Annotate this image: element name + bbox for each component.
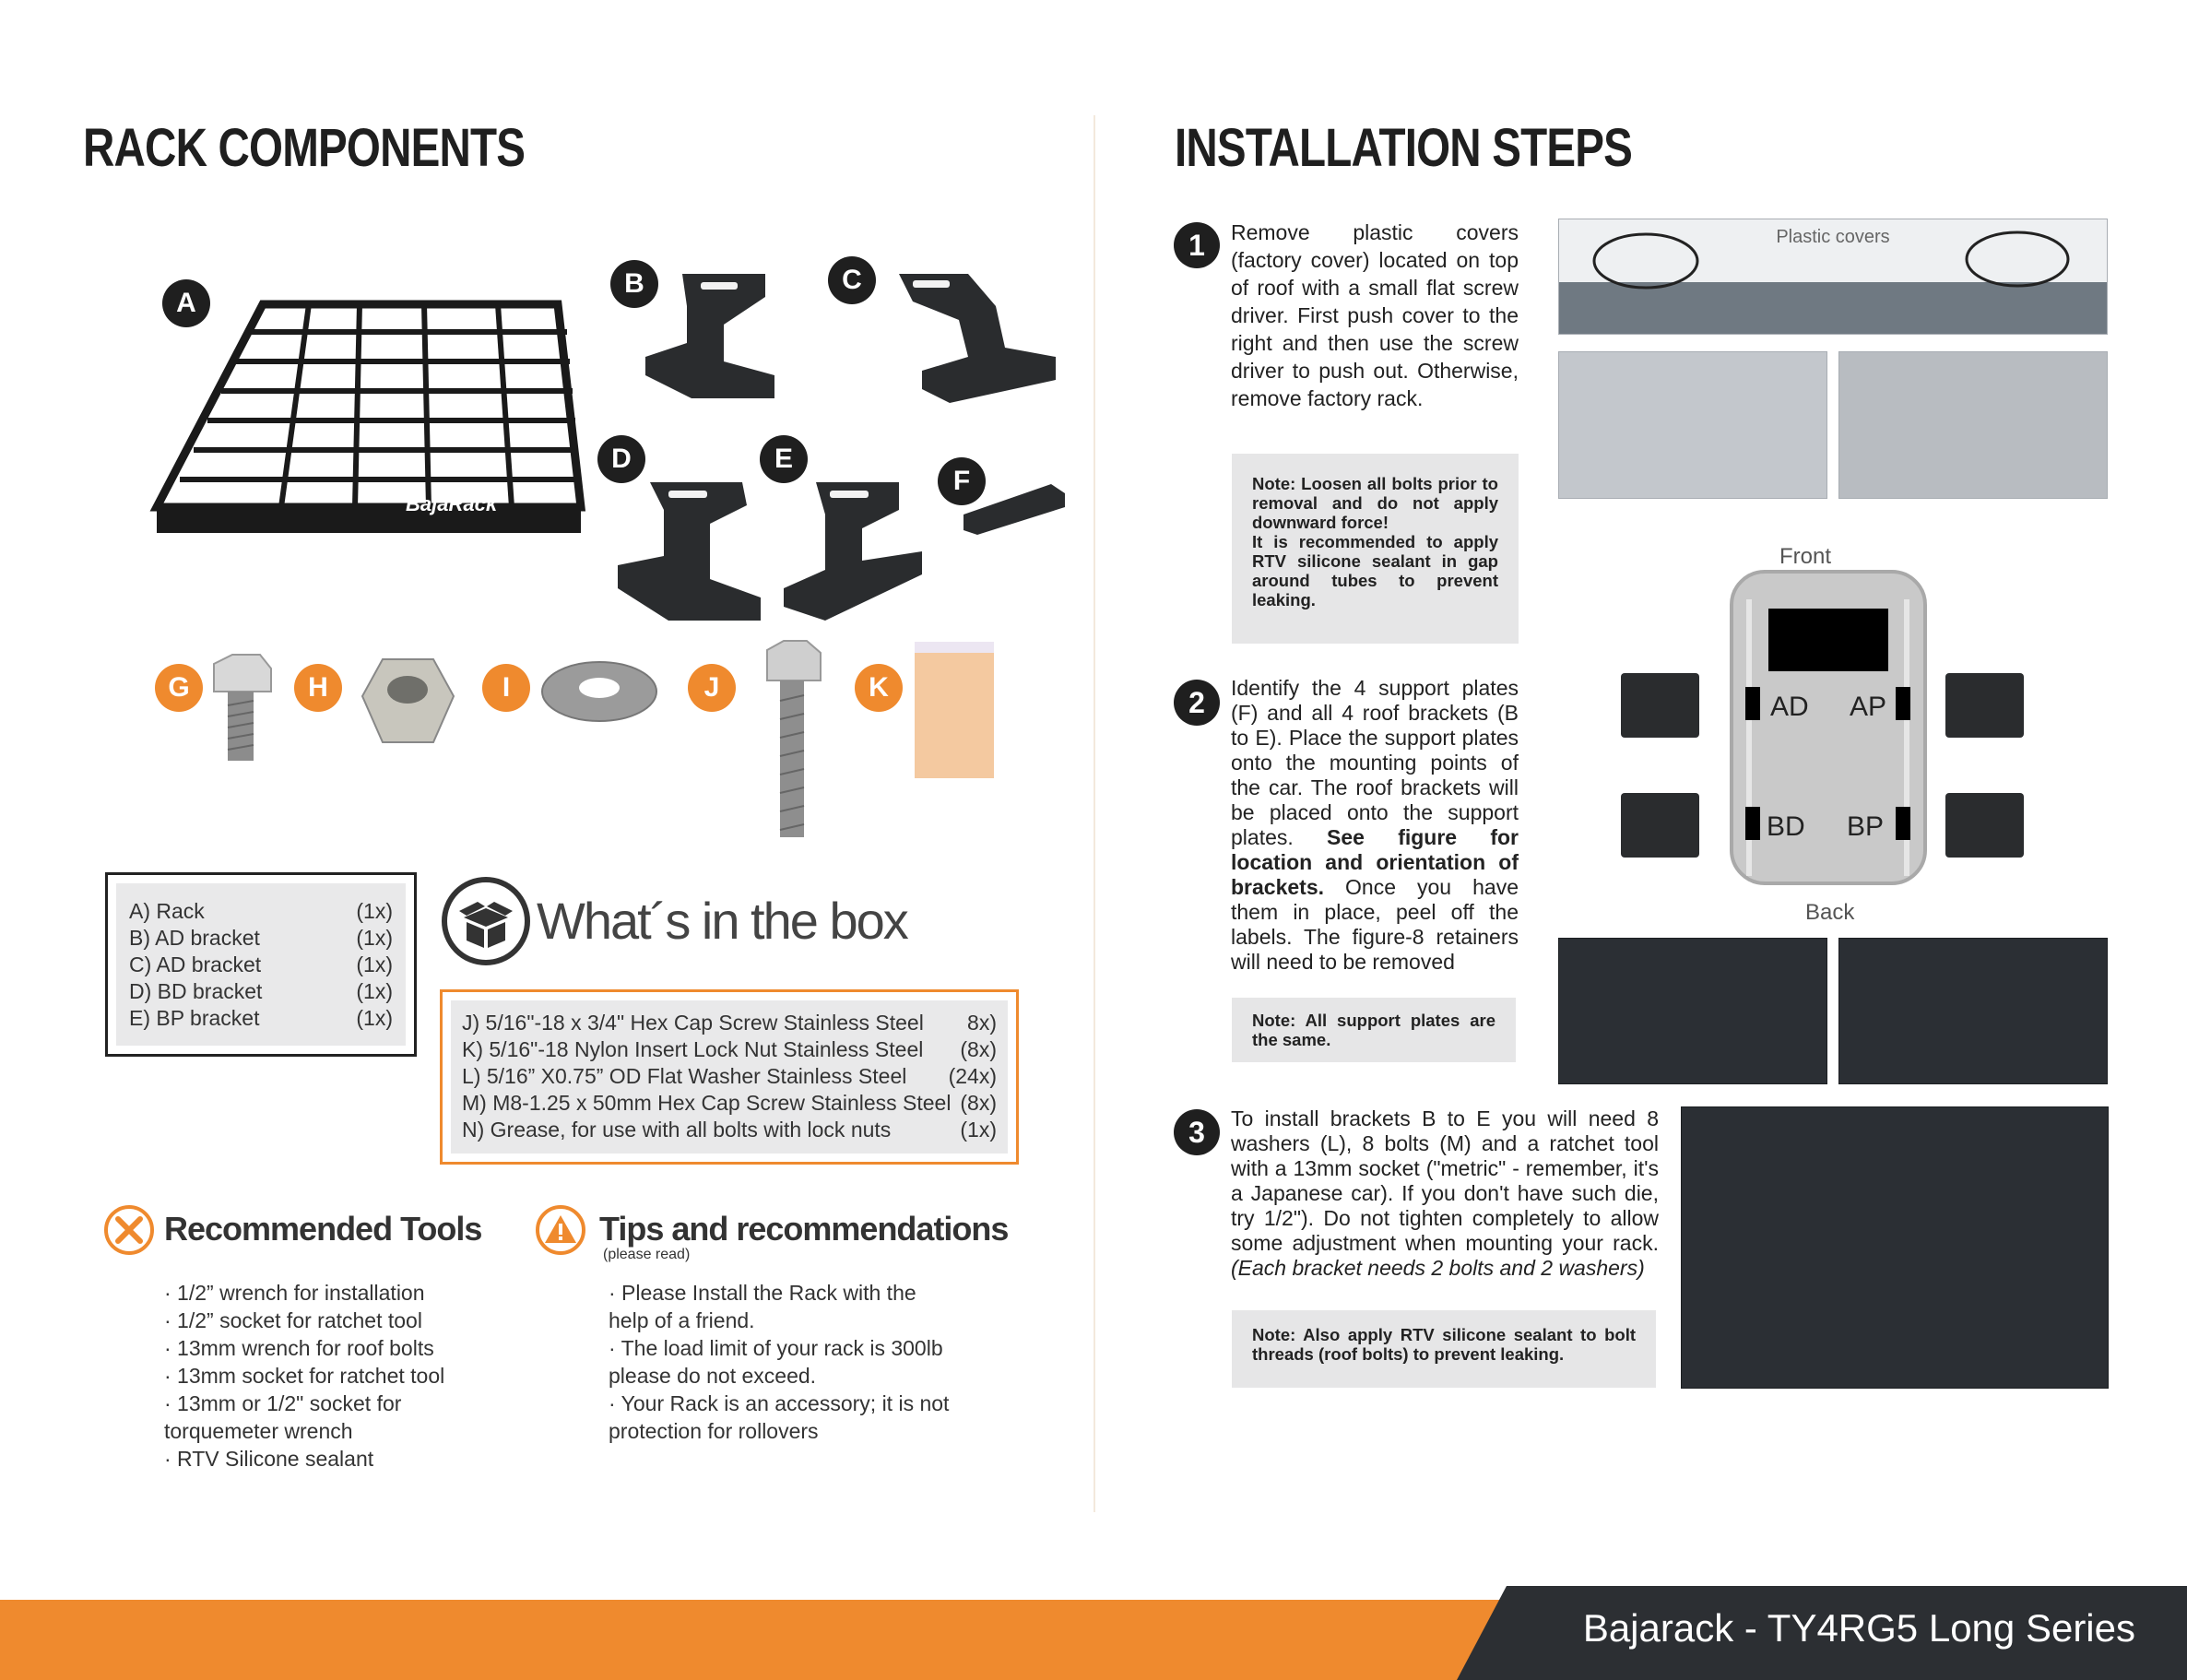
highlight-circle-icon — [1590, 231, 1701, 291]
bracket-d-icon — [613, 478, 770, 625]
list-item: · The load limit of your rack is 300lb — [609, 1336, 943, 1360]
recommended-tools-title: Recommended Tools — [164, 1210, 482, 1248]
list-item: help of a friend. — [609, 1308, 755, 1332]
hardware-row: K) 5/16"-18 Nylon Insert Lock Nut Stainless Steel (8x) — [462, 1037, 997, 1061]
support-plate-photo-1 — [1558, 938, 1827, 1084]
bracket-placement-diagram — [1614, 544, 2038, 894]
step-3-text: To install brackets B to E you will need 8 washers (L), 8 bolts (M) and a ratchet tool with a 13mm socket ("metric" - remember, it's a Japanese car). If you don't have such die, try 1/2"). Do not tighten completely to allow some adjustment when mounting your rack. (Each bracket needs 2 bolts and 2 washers) — [1231, 1106, 1659, 1280]
list-item: · 13mm wrench for roof bolts — [164, 1336, 434, 1360]
part-badge-c: C — [828, 256, 876, 304]
plastic-covers-photo — [1558, 219, 2108, 335]
list-item: · 13mm socket for ratchet tool — [164, 1364, 445, 1388]
step-1-text: Remove plastic covers (factory cover) located on top of roof with a small flat screw driver. First push cover to the right and then use the screw driver to push out. Otherwise, remove factory rack. — [1231, 220, 1519, 410]
diagram-label-ap: AP — [1850, 692, 1887, 722]
list-item: please do not exceed. — [609, 1364, 817, 1388]
tips-list — [609, 1279, 949, 1445]
parts-list-box — [105, 872, 417, 1057]
parts-row: B) AD bracket (1x) — [129, 926, 393, 950]
roof-cover-photo-1 — [1558, 351, 1827, 499]
hardware-badge-i: I — [482, 664, 530, 712]
bracket-e-icon — [779, 478, 927, 625]
bracket-b-icon — [636, 269, 784, 408]
diagram-label-bd: BD — [1767, 811, 1805, 842]
washer-icon — [539, 659, 659, 724]
short-bolt-icon — [205, 650, 278, 765]
long-bolt-icon — [756, 636, 830, 844]
hardware-badge-k: K — [855, 664, 903, 712]
hardware-badge-g: G — [155, 664, 203, 712]
tips-title: Tips and recommendations — [599, 1210, 1009, 1248]
rack-logo: BajaRack — [406, 492, 498, 515]
whats-in-the-box-title: What´s in the box — [537, 892, 907, 950]
highlight-circle-icon — [1963, 229, 2072, 290]
part-badge-d: D — [597, 435, 645, 483]
hardware-row: J) 5/16"-18 x 3/4" Hex Cap Screw Stainless Steel 8x) — [462, 1011, 997, 1035]
roof-rack-illustration — [148, 295, 590, 544]
step-2-note: Note: All support plates are the same. — [1232, 998, 1516, 1062]
diagram-label-bp: BP — [1847, 811, 1885, 842]
part-badge-f: F — [938, 457, 986, 505]
part-badge-b: B — [610, 260, 658, 308]
plastic-covers-label: Plastic covers — [1776, 227, 1890, 247]
rack-components-heading: RACK COMPONENTS — [83, 118, 526, 178]
step-1-note: Note: Loosen all bolts prior to removal and do not apply downward force! It is recommended to apply RTV silicone sealant in gap around tubes to prevent leaking. — [1232, 454, 1519, 644]
hardware-badge-j: J — [688, 664, 736, 712]
support-plate-photo-2 — [1838, 938, 2108, 1084]
support-plate-icon — [959, 479, 1070, 544]
part-badge-e: E — [760, 435, 808, 483]
step-1-number: 1 — [1174, 222, 1220, 268]
diagram-front-label: Front — [1779, 544, 1832, 569]
installation-steps-heading: INSTALLATION STEPS — [1175, 118, 1633, 178]
bracket-c-icon — [894, 269, 1060, 408]
tools-list — [164, 1279, 444, 1473]
lock-nut-icon — [360, 655, 456, 747]
parts-list — [116, 883, 406, 1046]
list-item: protection for rollovers — [609, 1419, 819, 1443]
step-2-text: Identify the 4 support plates (F) and all 4 roof brackets (B to E). Place the support plates onto the mounting points of the car. The roof brackets will be placed onto the support plates. See figure for location and orientation of brackets. Once you have them in place, peel off the labels. The figure-8 retainers will need to be removed — [1231, 676, 1519, 974]
bracket-install-photo — [1681, 1106, 2109, 1389]
hardware-row: L) 5/16” X0.75” OD Flat Washer Stainless Steel (24x) — [462, 1064, 997, 1088]
hardware-badge-h: H — [294, 664, 342, 712]
grease-packet — [915, 642, 994, 778]
parts-row: E) BP bracket (1x) — [129, 1006, 393, 1030]
tips-subtitle: (please read) — [603, 1247, 691, 1262]
step-3-number: 3 — [1174, 1109, 1220, 1155]
list-item: · 13mm or 1/2" socket for — [164, 1391, 402, 1415]
list-item: · RTV Silicone sealant — [164, 1447, 374, 1471]
list-item: · 1/2” socket for ratchet tool — [164, 1308, 422, 1332]
warning-icon — [535, 1204, 586, 1256]
hardware-list-box — [440, 989, 1019, 1165]
box-icon — [441, 876, 531, 966]
parts-row: C) AD bracket (1x) — [129, 952, 393, 976]
list-item: · Your Rack is an accessory; it is not — [609, 1391, 950, 1415]
diagram-label-ad: AD — [1770, 692, 1809, 722]
parts-row: A) Rack (1x) — [129, 899, 393, 923]
hardware-row: N) Grease, for use with all bolts with lock nuts (1x) — [462, 1118, 997, 1142]
list-item: torquemeter wrench — [164, 1419, 353, 1443]
hardware-row: M) M8-1.25 x 50mm Hex Cap Screw Stainless Steel (8x) — [462, 1091, 997, 1115]
step-2-number: 2 — [1174, 680, 1220, 726]
roof-cover-photo-2 — [1838, 351, 2108, 499]
hardware-list — [451, 1000, 1008, 1154]
wrench-icon — [103, 1204, 155, 1256]
list-item: · Please Install the Rack with the — [609, 1281, 916, 1305]
footer-title: Bajarack - TY4RG5 Long Series — [1582, 1606, 2135, 1650]
column-divider — [1094, 115, 1095, 1512]
parts-row: D) BD bracket (1x) — [129, 979, 393, 1003]
list-item: · 1/2” wrench for installation — [164, 1281, 425, 1305]
part-badge-a: A — [162, 279, 210, 327]
diagram-back-label: Back — [1805, 900, 1855, 925]
step-3-note: Note: Also apply RTV silicone sealant to bolt threads (roof bolts) to prevent leaking. — [1232, 1310, 1656, 1388]
